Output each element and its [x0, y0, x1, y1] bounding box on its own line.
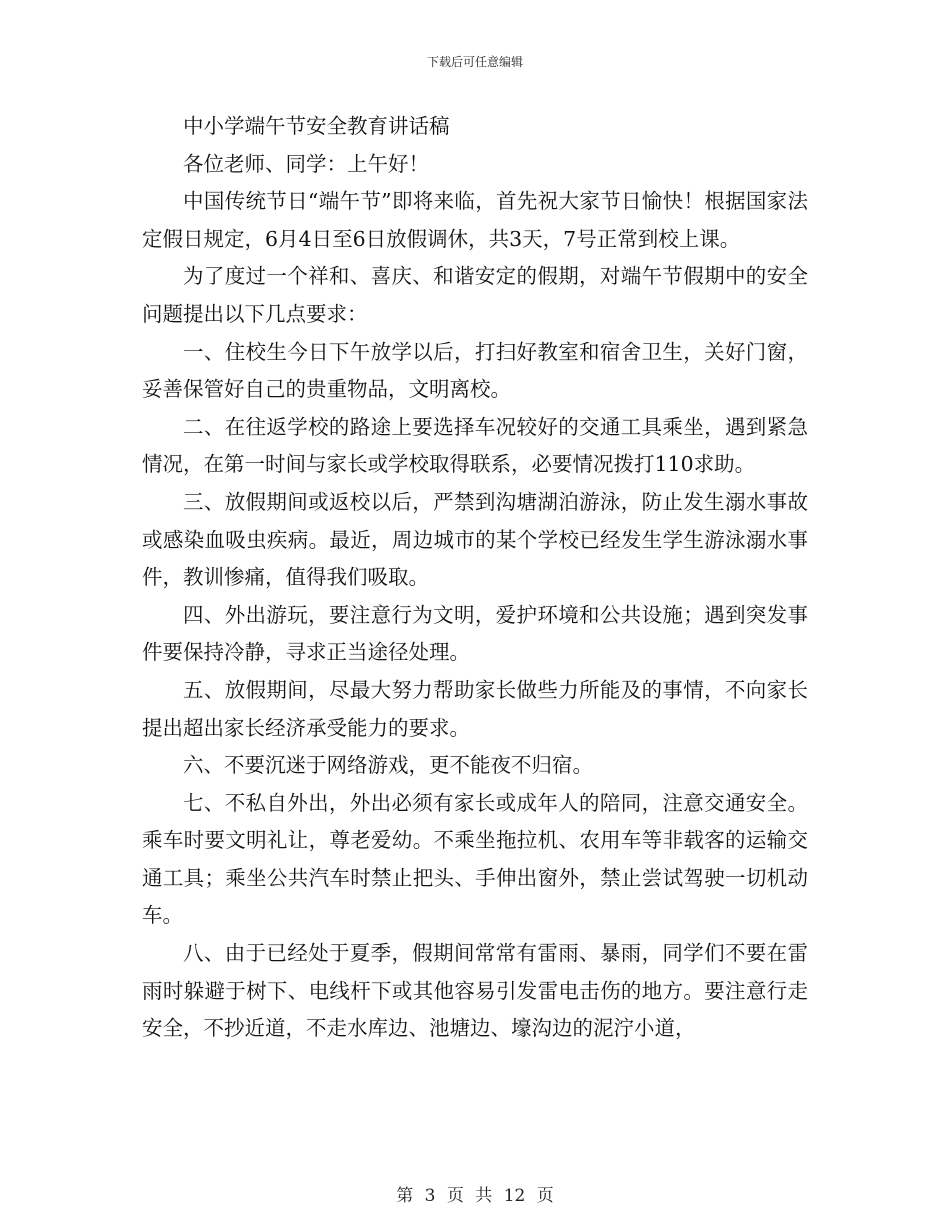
paragraph-item-4: 四、外出游玩，要注意行为文明，爱护环境和公共设施；遇到突发事件要保持冷静，寻求正当途径处理。 [142, 602, 808, 665]
paragraph-purpose: 为了度过一个祥和、喜庆、和谐安定的假期，对端午节假期中的安全问题提出以下几点要求： [142, 264, 808, 326]
paragraph-item-8: 八、由于已经处于夏季，假期间常常有雷雨、暴雨，同学们不要在雷雨时躲避于树下、电线杆下或其他容易引发雷电击伤的地方。要注意行走安全，不抄近道，不走水库边、池塘边、壕沟边的泥泞小道， [142, 941, 808, 1041]
document-title: 中小学端午节安全教育讲话稿 [183, 114, 450, 138]
paragraph-item-3: 三、放假期间或返校以后，严禁到沟塘湖泊游泳，防止发生溺水事故或感染血吸虫疾病。最近，周边城市的某个学校已经发生学生游泳溺水事件，教训惨痛，值得我们吸取。 [142, 489, 808, 590]
paragraph-item-2: 二、在往返学校的路途上要选择车况较好的交通工具乘坐，遇到紧急情况，在第一时间与家长或学校取得联系，必要情况拨打110求助。 [142, 414, 808, 477]
document-body [142, 108, 808, 1048]
paragraph-item-5: 五、放假期间，尽最大努力帮助家长做些力所能及的事情，不向家长提出超出家长经济承受能力的要求。 [142, 677, 808, 740]
page-header-note: 下载后可任意编辑 [426, 55, 523, 69]
page-number: 第 3 页 共 12 页 [396, 1186, 554, 1206]
paragraph-item-6: 六、不要沉迷于网络游戏，更不能夜不归宿。 [183, 753, 593, 778]
paragraph-item-1: 一、住校生今日下午放学以后，打扫好教室和宿舍卫生，关好门窗，妥善保管好自己的贵重物品，文明离校。 [142, 339, 808, 402]
paragraph-item-7: 七、不私自外出，外出必须有家长或成年人的陪同，注意交通安全。乘车时要文明礼让，尊老爱幼。不乘坐拖拉机、农用车等非载客的运输交通工具；乘坐公共汽车时禁止把头、手伸出窗外，禁止尝试驾驶一切机动车。 [142, 790, 808, 928]
greeting: 各位老师、同学：上午好！ [183, 151, 429, 176]
paragraph-intro: 中国传统节日“端午节”即将来临，首先祝大家节日愉快！根据国家法定假日规定，6月4日至6日放假调休，共3天，7号正常到校上课。 [142, 189, 808, 251]
